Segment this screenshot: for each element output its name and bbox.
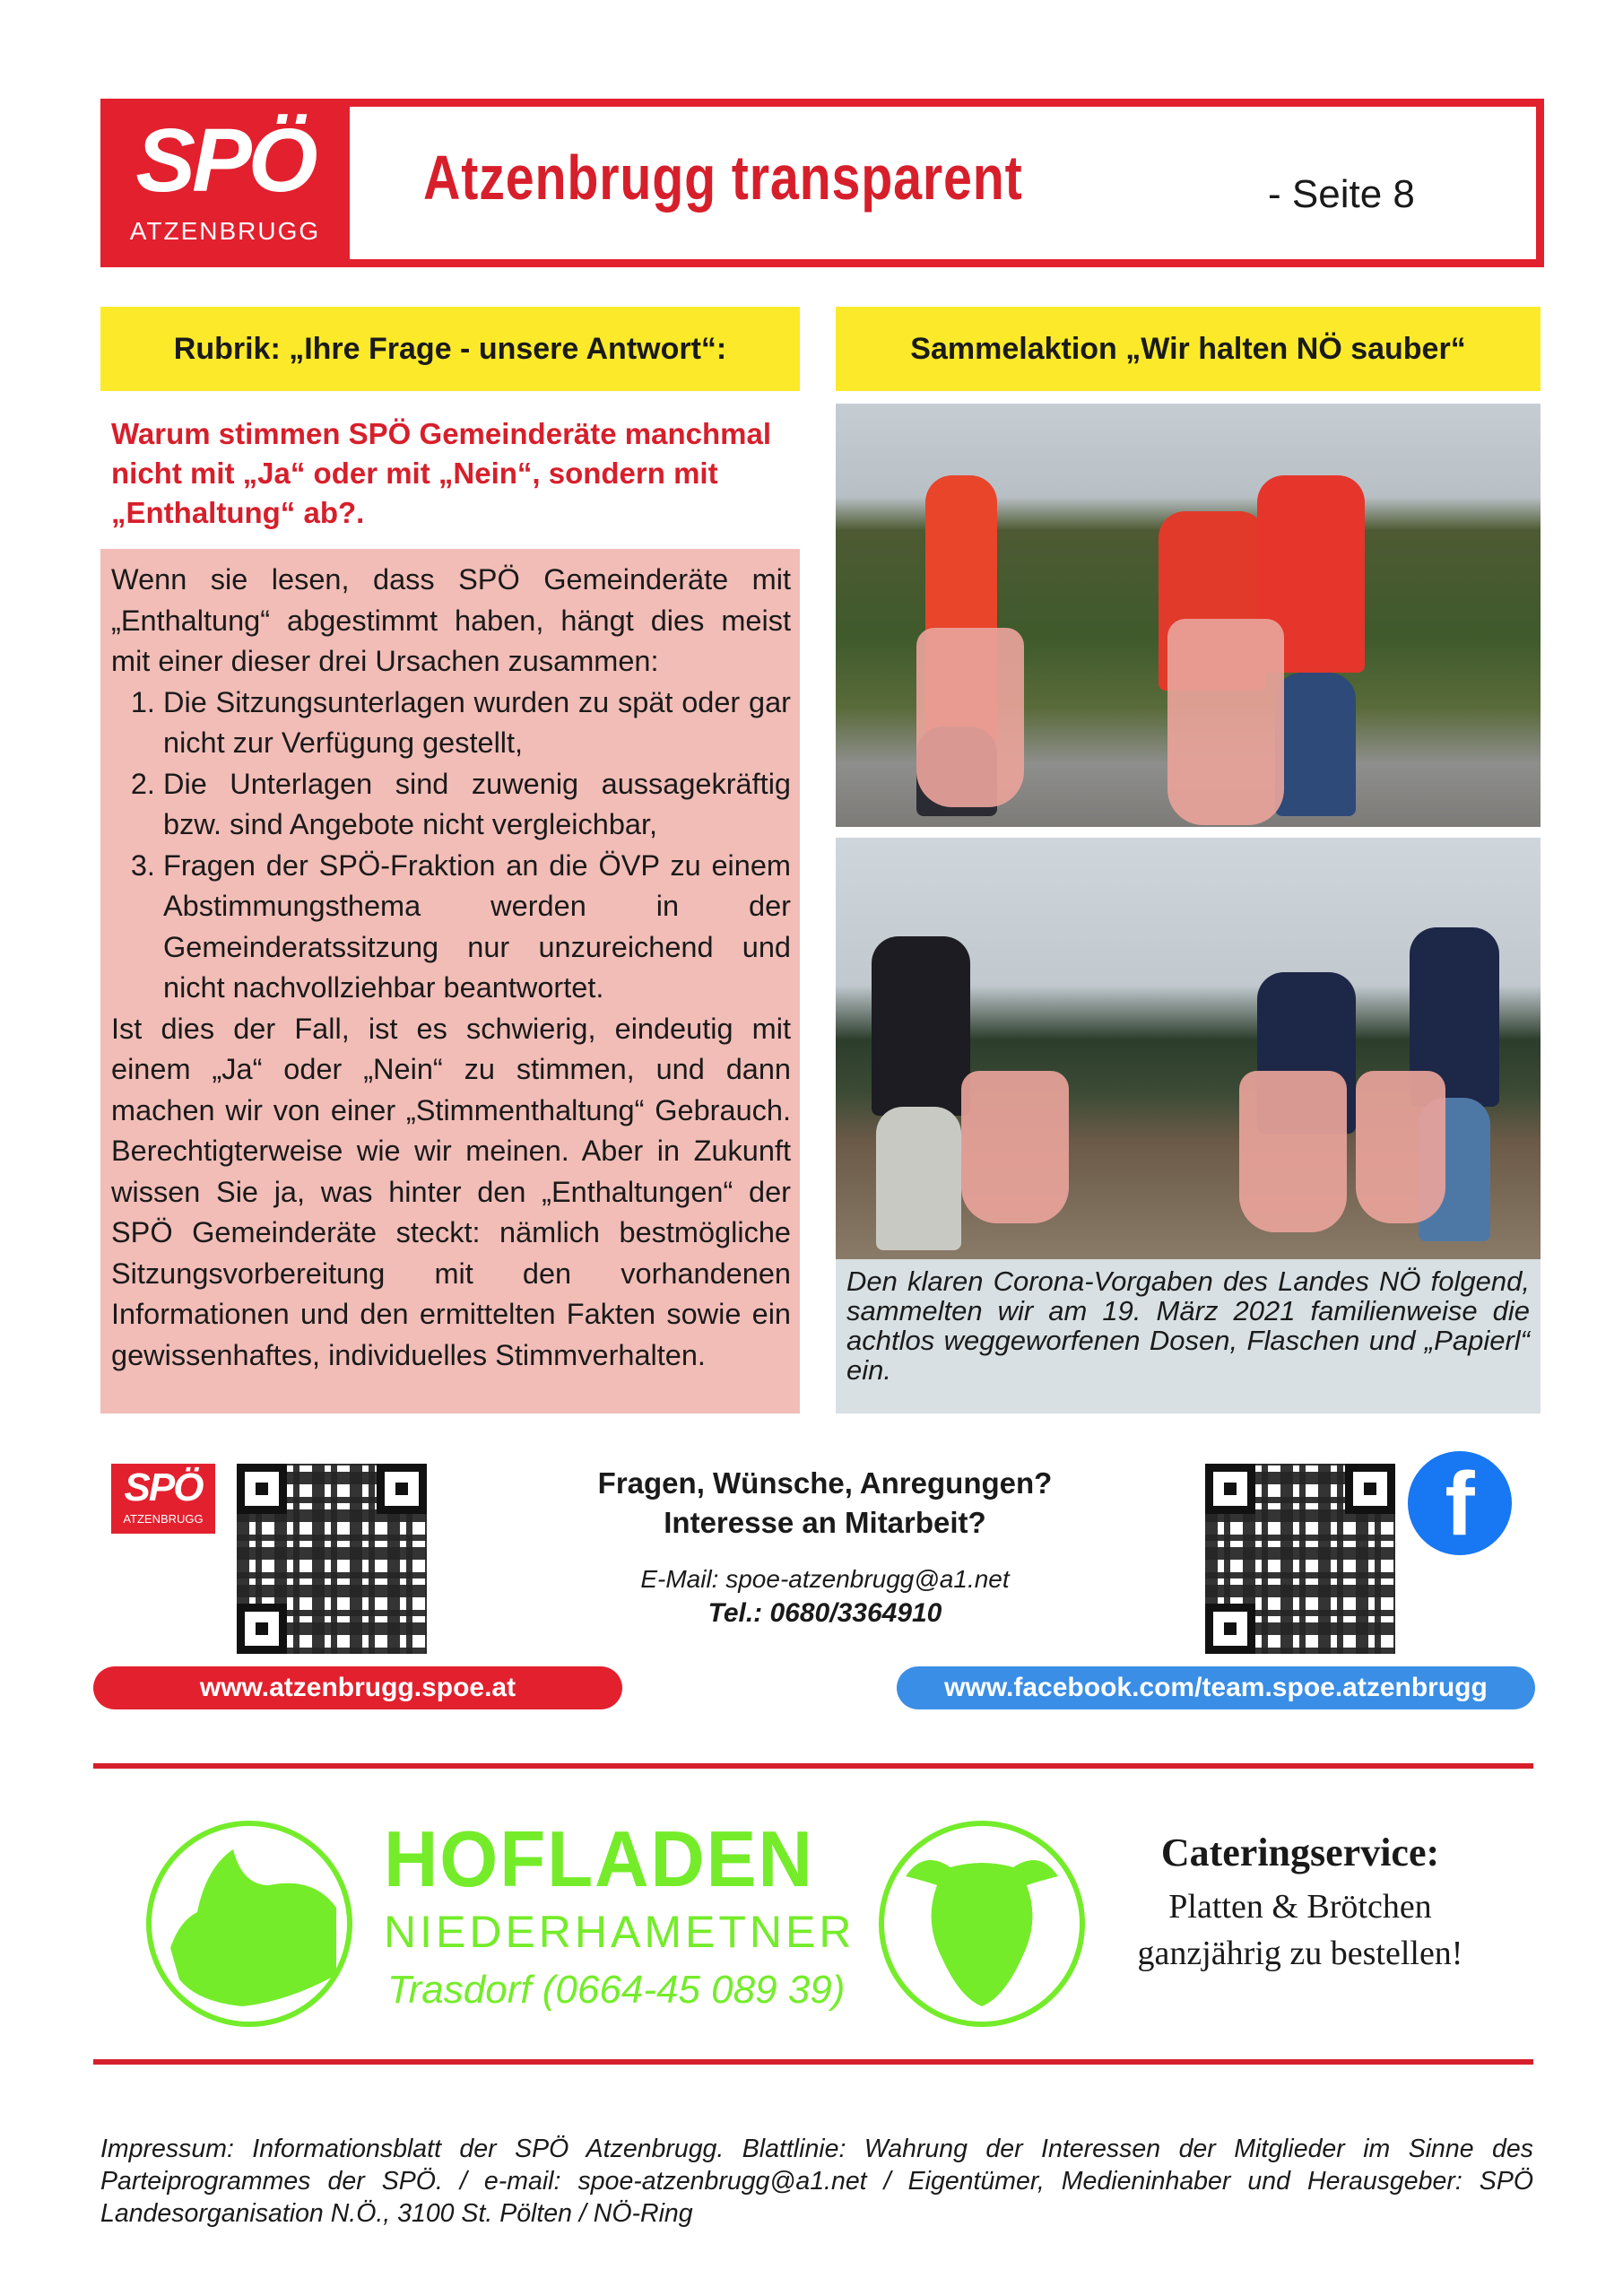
- campaign-heading-text: Sammelaktion „Wir halten NÖ sauber“: [910, 331, 1466, 366]
- rubric-heading: [100, 307, 800, 391]
- cleanup-photo-2: [836, 838, 1541, 1259]
- hofladen-owner: NIEDERHAMETNER: [384, 1907, 855, 1957]
- answer-intro: Wenn sie lesen, dass SPÖ Gemeinderäte mit „Enthaltung“ abgestimmt haben, hängt dies meist mit einer dieser drei Ursachen zusammen:: [111, 563, 791, 677]
- person-figure: [876, 1107, 961, 1250]
- spo-logo: [100, 99, 350, 267]
- logo-text: SPÖ: [135, 110, 315, 211]
- rubric-heading-text: Rubrik: „Ihre Frage - unsere Antwort“:: [173, 331, 727, 366]
- facebook-letter: f: [1445, 1454, 1475, 1554]
- person-figure: [1275, 673, 1356, 816]
- facebook-link[interactable]: [897, 1666, 1535, 1709]
- garbage-bag: [916, 628, 1024, 807]
- garbage-bag: [1239, 1071, 1347, 1232]
- answer-text: [111, 560, 791, 1376]
- hofladen-location-phone: Trasdorf (0664-45 089 39): [387, 1968, 846, 2012]
- catering-line-1: Platten & Brötchen: [1168, 1888, 1432, 1926]
- facebook-icon[interactable]: [1408, 1451, 1512, 1555]
- bull-head-right: [906, 1860, 1058, 2006]
- photo-caption: Den klaren Corona-Vorgaben des Landes NÖ folgend, sammelten wir am 19. März 2021 familienweise die achtlos weggeworfenen Dosen, Flaschen und „Papierl“ ein.: [846, 1265, 1530, 1386]
- garbage-bag: [961, 1071, 1069, 1223]
- cow-silhouette-left: [170, 1849, 336, 2006]
- facebook-link-text: www.facebook.com/team.spoe.atzenbrugg: [944, 1673, 1488, 1702]
- divider-top: [93, 1763, 1533, 1769]
- logo-subtext: ATZENBRUGG: [129, 217, 321, 245]
- website-link-text: www.atzenbrugg.spoe.at: [199, 1673, 516, 1702]
- reason-item: 3. Fragen der SPÖ-Fraktion an die ÖVP zu einem Abstimmungsthema werden in der Gemeinderatssitzung nur unzureichend und nicht nachvollziehbar beantwortet.: [163, 846, 791, 1009]
- website-link[interactable]: [93, 1666, 622, 1709]
- page-number: - Seite 8: [1268, 172, 1415, 216]
- reason-item: 1. Die Sitzungsunterlagen wurden zu spät oder gar nicht zur Verfügung gestellt,: [163, 683, 791, 764]
- website-qr-code: [237, 1464, 427, 1654]
- reasons-list: [111, 683, 791, 1009]
- hofladen-name: HOFLADEN: [384, 1814, 814, 1903]
- logo-text: SPÖ: [124, 1465, 203, 1509]
- garbage-bag: [1167, 619, 1284, 825]
- cleanup-photo-1: [836, 404, 1541, 827]
- page-title: Atzenbrugg transparent: [423, 143, 1023, 213]
- facebook-qr-code: [1205, 1464, 1395, 1654]
- logo-subtext: ATZENBRUGG: [123, 1512, 204, 1526]
- contact-question: Fragen, Wünsche, Anregungen? Interesse an Mitarbeit?: [597, 1466, 1053, 1539]
- reason-item: 2. Die Unterlagen sind zuwenig aussagekräftig bzw. sind Angebote nicht vergleichbar,: [163, 764, 791, 846]
- person-figure: [872, 936, 970, 1116]
- spo-logo-small: [111, 1464, 215, 1534]
- contact-email[interactable]: E-Mail: spoe-atzenbrugg@a1.net: [640, 1565, 1010, 1593]
- catering-line-2: ganzjährig zu bestellen!: [1137, 1935, 1463, 1972]
- impressum: Impressum: Informationsblatt der SPÖ Atzenbrugg. Blattlinie: Wahrung der Interessen der Mitglieder im Sinne des Parteiprogrammes der SPÖ. / e-mail: spoe-atzenbrugg@a1.net / Eigentümer, Medieninhaber und Herausgeber: SPÖ Landesorganisation N.Ö., 3100 St. Pölten / NÖ-Ring: [100, 2135, 1533, 2228]
- answer-conclusion: Ist dies der Fall, ist es schwierig, eindeutig mit einem „Ja“ oder „Nein“ zu stimmen, und dann machen wir von einer „Stimmenthaltung“ Gebrauch. Berechtigterweise wie wir meinen. Aber in Zukunft wissen Sie ja, was hinter den „Enthaltungen“ der SPÖ Gemeinderäte steckt: nämlich bestmögliche Sitzungsvorbereitung mit den vorhandenen Informationen und den ermittelten Fakten sowie ein gewissenhaftes, individuelles Stimmverhalten.: [111, 1012, 791, 1371]
- contact-phone[interactable]: Tel.: 0680/3364910: [707, 1598, 942, 1628]
- garbage-bag: [1356, 1071, 1445, 1223]
- question-text: Warum stimmen SPÖ Gemeinderäte manchmal nicht mit „Ja“ oder mit „Nein“, sondern mit „Enthaltung“ ab?.: [111, 417, 772, 529]
- catering-title: Cateringservice:: [1160, 1831, 1440, 1874]
- divider-bottom: [93, 2059, 1533, 2065]
- campaign-heading: [836, 307, 1541, 391]
